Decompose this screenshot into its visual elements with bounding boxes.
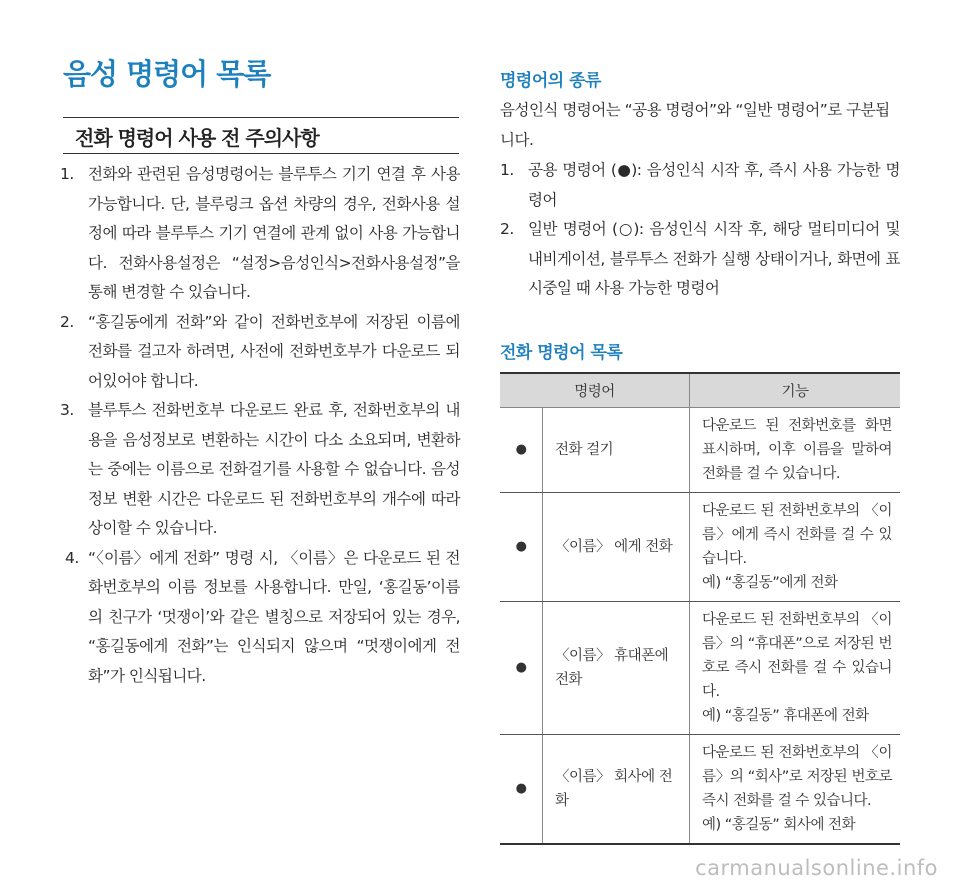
command-function	[690, 493, 901, 602]
command-name: 〈이름〉 회사에 전화	[543, 735, 690, 845]
precautions-subhead: 전화 명령어 사용 전 주의사항	[75, 126, 319, 150]
page-title: 음성 명령어 목록	[63, 57, 271, 91]
item-text: 전화와 관련된 음성명령어는 블루투스 기기 연결 후 사용 가능합니다. 단, 블루링크 옵션 차량의 경우, 전화사용 설정에 따라 블루투스 기기 연결에 관계 없이 사용 가능합니다. 전화사용설정은 “설정>음성인식>전화사용설정”을 통해 변경할 수 있습니다.	[88, 165, 460, 301]
precaution-item	[60, 160, 460, 308]
function-example: 예) “홍길동” 휴대폰에 전화	[702, 708, 869, 724]
item-number: 1.	[500, 161, 514, 179]
command-function	[690, 735, 901, 845]
function-example: 예) “홍길동”에게 전화	[702, 575, 838, 591]
command-name: 〈이름〉 에게 전화	[543, 493, 690, 602]
function-text: 다운로드 된 전화번호를 화면 표시하며, 이후 이름을 말하여 전화를 걸 수 있습니다.	[702, 418, 892, 482]
function-text: 다운로드 된 전화번호부의 〈이름〉에게 즉시 전화를 걸 수 있습니다.	[702, 503, 892, 567]
item-number: 3.	[60, 401, 74, 419]
common-command-bullet: ●	[500, 602, 543, 735]
precaution-item	[60, 308, 460, 397]
item-text: “〈이름〉에게 전화” 명령 시, 〈이름〉은 다운로드 된 전화번호부의 이름 정보를 사용합니다. 만일, ‘홍길동’이름의 친구가 ‘멋쟁이’와 같은 별칭으로 저장되어 있는 경우, “홍길동에게 전화”는 인식되지 않으며 “멋쟁이에게 전화”가 인식됩니다.	[88, 548, 460, 685]
item-number: 2.	[500, 220, 514, 238]
header-command: 명령어	[500, 373, 690, 408]
precaution-item	[60, 396, 460, 544]
function-example: 예) “홍길동” 회사에 전화	[702, 817, 856, 833]
item-number: 4.	[65, 548, 79, 567]
phone-commands-heading: 전화 명령어 목록	[500, 343, 623, 363]
table-row	[500, 602, 900, 735]
function-text: 다운로드 된 전화번호부의 〈이름〉의 “회사”로 저장된 번호로 즉시 전화를 걸 수 있습니다.	[702, 745, 892, 809]
command-name: 전화 걸기	[543, 408, 690, 493]
table-header-row	[500, 373, 900, 408]
header-function: 기능	[690, 373, 901, 408]
watermark: carmanualsonline.info	[695, 856, 938, 880]
common-command-bullet: ●	[500, 493, 543, 602]
item-number: 2.	[60, 312, 74, 331]
command-types-intro: 음성인식 명령어는 “공용 명령어”와 “일반 명령어”로 구분됩니다.	[500, 101, 890, 149]
table-row	[500, 493, 900, 602]
item-number: 1.	[60, 165, 74, 183]
precautions-subhead-box	[63, 117, 459, 154]
command-function	[690, 408, 901, 493]
table-row	[500, 735, 900, 845]
command-type-item	[500, 156, 900, 215]
precaution-item	[60, 544, 460, 692]
function-text: 다운로드 된 전화번호부의 〈이름〉의 “휴대폰”으로 저장된 번호로 즉시 전화를 걸 수 있습니다.	[702, 612, 892, 700]
command-type-item	[500, 215, 900, 304]
command-types-list	[500, 156, 900, 304]
common-command-bullet: ●	[500, 408, 543, 493]
item-text: 일반 명령어 (○): 음성인식 시작 후, 해당 멀티미디어 및 내비게이션, 블루투스 전화가 실행 상태이거나, 화면에 표시중일 때 사용 가능한 명령어	[528, 220, 900, 297]
command-function	[690, 602, 901, 735]
item-text: 블루투스 전화번호부 다운로드 완료 후, 전화번호부의 내용을 음성정보로 변환하는 시간이 다소 소요되며, 변환하는 중에는 이름으로 전화걸기를 사용할 수 없습니다. 음성정보 변환 시간은 다운로드 된 전화번호부의 개수에 따라 상이할 수 있습니다.	[88, 401, 460, 537]
item-text: 공용 명령어 (●): 음성인식 시작 후, 즉시 사용 가능한 명령어	[528, 161, 900, 209]
table-row	[500, 408, 900, 493]
precautions-list	[60, 160, 460, 691]
phone-commands-table	[500, 372, 900, 845]
command-name: 〈이름〉 휴대폰에 전화	[543, 602, 690, 735]
command-types-heading: 명령어의 종류	[500, 71, 601, 91]
item-text: “홍길동에게 전화”와 같이 전화번호부에 저장된 이름에 전화를 걸고자 하려면, 사전에 전화번호부가 다운로드 되어있어야 합니다.	[88, 312, 460, 390]
common-command-bullet: ●	[500, 735, 543, 845]
